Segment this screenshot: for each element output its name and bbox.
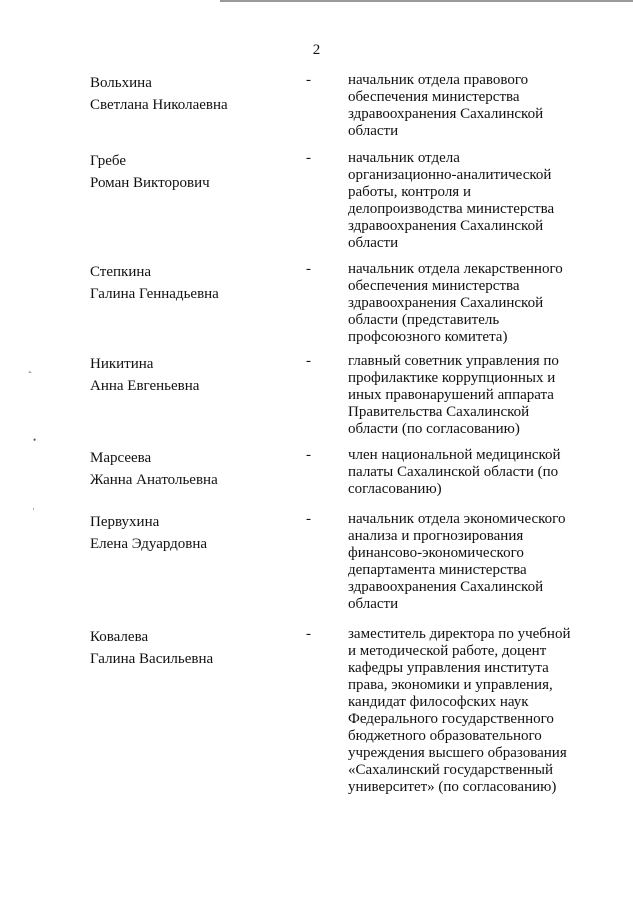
position-line: начальник отдела правового xyxy=(348,72,529,88)
member-position xyxy=(348,626,578,796)
member-position xyxy=(348,511,578,613)
position-line: финансово-экономического xyxy=(348,545,524,561)
position-line: и методической работе, доцент xyxy=(348,643,547,659)
position-line: здравоохранения Сахалинской xyxy=(348,218,544,234)
separator-dash: - xyxy=(306,447,311,463)
member-given-names: Елена Эдуардовна xyxy=(90,536,208,552)
position-line: организационно-аналитической xyxy=(348,167,552,183)
member-surname: Ковалева xyxy=(90,629,149,645)
member-position xyxy=(348,353,578,438)
position-line: начальник отдела xyxy=(348,150,460,166)
member-given-names: Галина Геннадьевна xyxy=(90,286,219,302)
position-line: бюджетного образовательного xyxy=(348,728,542,744)
member-name xyxy=(90,353,290,397)
position-line: заместитель директора по учебной xyxy=(348,626,571,642)
member-given-names: Анна Евгеньевна xyxy=(90,378,200,394)
position-line: обеспечения министерства xyxy=(348,278,520,294)
separator-dash: - xyxy=(306,150,311,166)
member-given-names: Светлана Николаевна xyxy=(90,97,228,113)
member-surname: Первухина xyxy=(90,514,160,530)
position-line: права, экономики и управления, xyxy=(348,677,553,693)
position-line: согласованию) xyxy=(348,481,442,497)
member-name xyxy=(90,261,290,305)
member-given-names: Роман Викторович xyxy=(90,175,210,191)
position-line: области (представитель xyxy=(348,312,500,328)
position-line: профилактике коррупционных и xyxy=(348,370,556,386)
member-position xyxy=(348,150,578,252)
member-position xyxy=(348,261,578,346)
position-line: Федерального государственного xyxy=(348,711,554,727)
position-line: здравоохранения Сахалинской xyxy=(348,579,544,595)
position-line: здравоохранения Сахалинской xyxy=(348,295,544,311)
position-line: профсоюзного комитета) xyxy=(348,329,508,345)
position-line: делопроизводства министерства xyxy=(348,201,555,217)
position-line: член национальной медицинской xyxy=(348,447,561,463)
member-surname: Марсеева xyxy=(90,450,152,466)
page-number: 2 xyxy=(312,42,321,58)
position-line: начальник отдела экономического xyxy=(348,511,566,527)
member-name xyxy=(90,626,290,670)
member-position xyxy=(348,72,578,140)
member-surname: Степкина xyxy=(90,264,152,280)
position-line: «Сахалинский государственный xyxy=(348,762,554,778)
position-line: анализа и прогнозирования xyxy=(348,528,524,544)
position-line: департамента министерства xyxy=(348,562,527,578)
member-name xyxy=(90,511,290,555)
position-line: главный советник управления по xyxy=(348,353,559,369)
position-line: палаты Сахалинской области (по xyxy=(348,464,559,480)
separator-dash: - xyxy=(306,353,311,369)
member-name xyxy=(90,150,290,194)
scan-speck: · xyxy=(32,504,35,514)
position-line: кафедры управления института xyxy=(348,660,549,676)
position-line: работы, контроля и xyxy=(348,184,471,200)
position-line: иных правонарушений аппарата xyxy=(348,387,554,403)
position-line: здравоохранения Сахалинской xyxy=(348,106,544,122)
position-line: начальник отдела лекарственного xyxy=(348,261,563,277)
member-surname: Вольхина xyxy=(90,75,152,91)
member-name xyxy=(90,72,290,116)
position-line: Правительства Сахалинской xyxy=(348,404,530,420)
separator-dash: - xyxy=(306,626,311,642)
position-line: учреждения высшего образования xyxy=(348,745,567,761)
position-line: кандидат философских наук xyxy=(348,694,529,710)
position-line: области (по согласованию) xyxy=(348,421,520,437)
separator-dash: - xyxy=(306,511,311,527)
position-line: области xyxy=(348,235,399,251)
position-line: области xyxy=(348,123,399,139)
member-name xyxy=(90,447,290,491)
member-position xyxy=(348,447,578,498)
position-line: обеспечения министерства xyxy=(348,89,520,105)
separator-dash: - xyxy=(306,72,311,88)
member-surname: Никитина xyxy=(90,356,154,372)
member-surname: Гребе xyxy=(90,153,126,169)
member-given-names: Жанна Анатольевна xyxy=(90,472,218,488)
member-given-names: Галина Васильевна xyxy=(90,651,214,667)
separator-dash: - xyxy=(306,261,311,277)
scan-speck: • xyxy=(33,435,37,445)
position-line: области xyxy=(348,596,399,612)
position-line: университет» (по согласованию) xyxy=(348,779,557,795)
